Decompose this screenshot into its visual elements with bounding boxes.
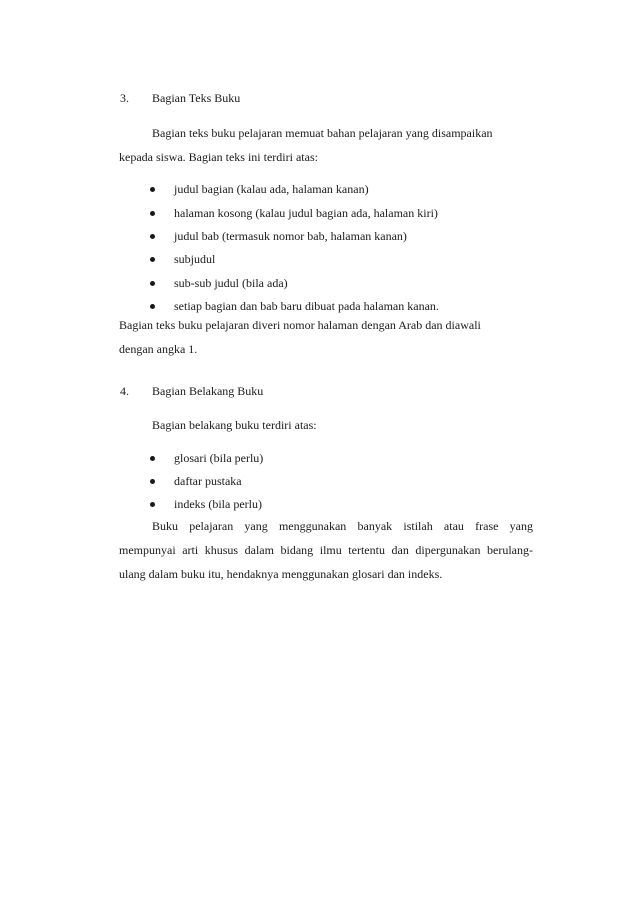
section-3-closing-line-2: dengan angka 1.: [119, 342, 198, 356]
section-4-number: 4.: [120, 384, 129, 398]
bullet-icon: [150, 182, 155, 196]
bullet-icon: [150, 252, 155, 266]
bullet-icon: [150, 451, 155, 465]
bullet-icon: [150, 474, 155, 488]
section-3-title: Bagian Teks Buku: [152, 91, 241, 105]
section-3-list-item: sub-sub judul (bila ada): [174, 276, 288, 290]
section-3-number: 3.: [120, 91, 129, 105]
section-4-list-item: glosari (bila perlu): [174, 451, 264, 465]
section-4-closing-line-2: mempunyai arti khusus dalam bidang ilmu tertentu dan dipergunakan berulang-: [119, 543, 533, 557]
section-3-list-item: subjudul: [174, 252, 216, 266]
bullet-icon: [150, 299, 155, 313]
bullet-icon: [150, 206, 155, 220]
section-4-list-item: indeks (bila perlu): [174, 497, 262, 511]
section-4-closing-line-1: Buku pelajaran yang menggunakan banyak istilah atau frase yang: [152, 519, 533, 533]
bullet-icon: [150, 276, 155, 290]
section-4-intro: Bagian belakang buku terdiri atas:: [152, 418, 317, 432]
bullet-icon: [150, 229, 155, 243]
section-3-list-item: setiap bagian dan bab baru dibuat pada halaman kanan.: [174, 299, 439, 313]
section-4-closing-line-3: ulang dalam buku itu, hendaknya menggunakan glosari dan indeks.: [119, 567, 443, 581]
section-3-list-item: judul bagian (kalau ada, halaman kanan): [174, 182, 369, 196]
section-3-intro-line-1: Bagian teks buku pelajaran memuat bahan pelajaran yang disampaikan: [152, 126, 493, 140]
section-3-list-item: judul bab (termasuk nomor bab, halaman kanan): [174, 229, 407, 243]
section-3-list-item: halaman kosong (kalau judul bagian ada, halaman kiri): [174, 206, 438, 220]
section-3-intro-line-2: kepada siswa. Bagian teks ini terdiri atas:: [119, 150, 318, 164]
bullet-icon: [150, 497, 155, 511]
section-4-list-item: daftar pustaka: [174, 474, 242, 488]
section-4-title: Bagian Belakang Buku: [152, 384, 264, 398]
section-3-closing-line-1: Bagian teks buku pelajaran diveri nomor halaman dengan Arab dan diawali: [119, 318, 481, 332]
